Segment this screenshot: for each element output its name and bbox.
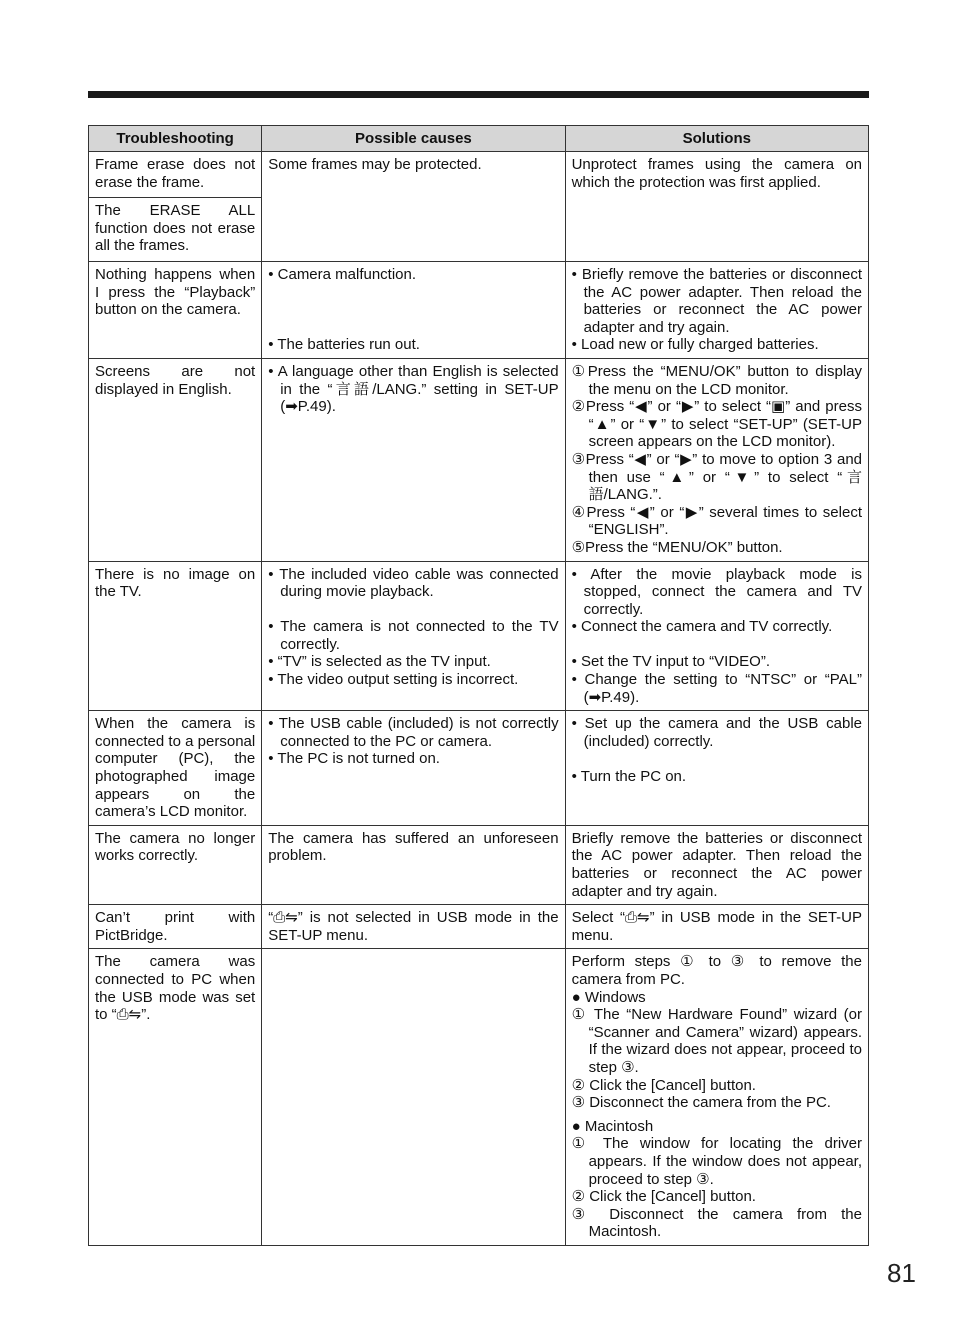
top-rule [88,91,869,98]
solution-cell: Briefly remove the batteries or disconnect the AC power adapter. Then reload the batteries or reconnect the AC power adapter and try again. [565,825,868,904]
cause-item: • A language other than English is selected in the “言語/LANG.” setting in SET-UP (➡P.49). [268,362,559,416]
solution-step: ③Press “◀” or “▶” to move to option 3 and then use “▲” or “▼” to select “言語/LANG.”. [571,450,862,504]
page-number: 81 [887,1258,916,1288]
problem-cell: When the camera is connected to a personal computer (PC), the photographed image appears on the camera’s LCD monitor. [89,711,262,826]
problem-cell: Nothing happens when I press the “Playback” button on the camera. [89,262,262,359]
header-solutions: Solutions [565,126,868,152]
cause-cell [262,949,565,1246]
table-header-row [89,126,869,152]
table-row [89,711,869,826]
table-row [89,905,869,949]
solution-item: • After the movie playback mode is stopped, connect the camera and TV correctly. [571,565,862,618]
windows-heading: ● Windows [571,988,646,1006]
solution-step: ④Press “◀” or “▶” several times to select “ENGLISH”. [571,503,862,539]
cause-item: • The video output setting is incorrect. [268,671,519,689]
solution-item: • Connect the camera and TV correctly. [571,618,833,636]
solution-item: • Briefly remove the batteries or disconnect the AC power adapter. Then reload the batteries or reconnect the AC power adapter and try again. [571,266,862,336]
solution-cell [565,711,868,826]
cause-item: • The batteries run out. [268,336,420,354]
table-row [89,358,869,561]
solution-step: ① The window for locating the driver appears. If the window does not appear, proceed to step ③. [571,1135,862,1188]
macintosh-heading: ● Macintosh [571,1117,654,1135]
problem-cell: The ERASE ALL function does not erase all the frames. [89,198,262,262]
solution-step: ②Press “◀” or “▶” to select “▣” and press “▲” or “▼” to select “SET-UP” (SET-UP screen appears on the LCD monitor). [571,398,862,451]
solution-cell [565,949,868,1246]
solution-step: ③ Disconnect the camera from the PC. [571,1094,831,1112]
cause-item: • The PC is not turned on. [268,750,440,768]
solution-item: • Change the setting to “NTSC” or “PAL” (➡P.49). [571,671,862,706]
table-row [89,152,869,198]
problem-cell: Screens are not displayed in English. [89,358,262,561]
table-row [89,262,869,359]
solution-item: • Load new or fully charged batteries. [571,336,819,354]
problem-cell: Can’t print with PictBridge. [89,905,262,949]
cause-cell [262,711,565,826]
solution-item: • Set the TV input to “VIDEO”. [571,653,770,671]
solution-item: • Turn the PC on. [571,768,687,786]
solution-step: ① The “New Hardware Found” wizard (or “Scanner and Camera” wizard) appears. If the wizard does not appear, proceed to step ③. [571,1006,862,1076]
problem-cell: The camera no longer works correctly. [89,825,262,904]
solution-step: ② Click the [Cancel] button. [571,1188,756,1206]
solution-item: • Set up the camera and the USB cable (included) correctly. [571,715,862,750]
solution-cell: Unprotect frames using the camera on which the protection was first applied. [565,152,868,262]
table-row [89,949,869,1246]
solution-step: ② Click the [Cancel] button. [571,1076,756,1094]
cause-cell [262,358,565,561]
cause-cell [262,561,565,711]
solution-step: ⑤Press the “MENU/OK” button. [571,538,783,556]
solution-cell: Select “⎙⇋” in USB mode in the SET-UP menu. [565,905,868,949]
cause-item: • “TV” is selected as the TV input. [268,653,491,671]
cause-cell: “⎙⇋” is not selected in USB mode in the SET-UP menu. [262,905,565,949]
table-row [89,825,869,904]
solution-intro: Perform steps ① to ③ to remove the camera from PC. [571,953,862,988]
cause-cell: Some frames may be protected. [262,152,565,262]
header-troubleshooting: Troubleshooting [89,126,262,152]
solution-cell [565,262,868,359]
cause-item: • The USB cable (included) is not correctly connected to the PC or camera. [268,715,559,750]
cause-cell: The camera has suffered an unforeseen problem. [262,825,565,904]
problem-cell: The camera was connected to PC when the USB mode was set to “⎙⇋”. [89,949,262,1246]
solution-cell [565,561,868,711]
solution-cell [565,358,868,561]
header-possible-causes: Possible causes [262,126,565,152]
problem-cell: Frame erase does not erase the frame. [89,152,262,198]
cause-item: • The camera is not connected to the TV correctly. [268,618,559,653]
solution-step: ①Press the “MENU/OK” button to display the menu on the LCD monitor. [571,362,862,398]
cause-cell [262,262,565,359]
table-row [89,561,869,711]
cause-item: • The included video cable was connected during movie playback. [268,565,559,601]
problem-cell: There is no image on the TV. [89,561,262,711]
troubleshooting-table [88,125,869,1246]
solution-step: ③ Disconnect the camera from the Macintosh. [571,1205,862,1241]
cause-item: • Camera malfunction. [268,266,417,283]
